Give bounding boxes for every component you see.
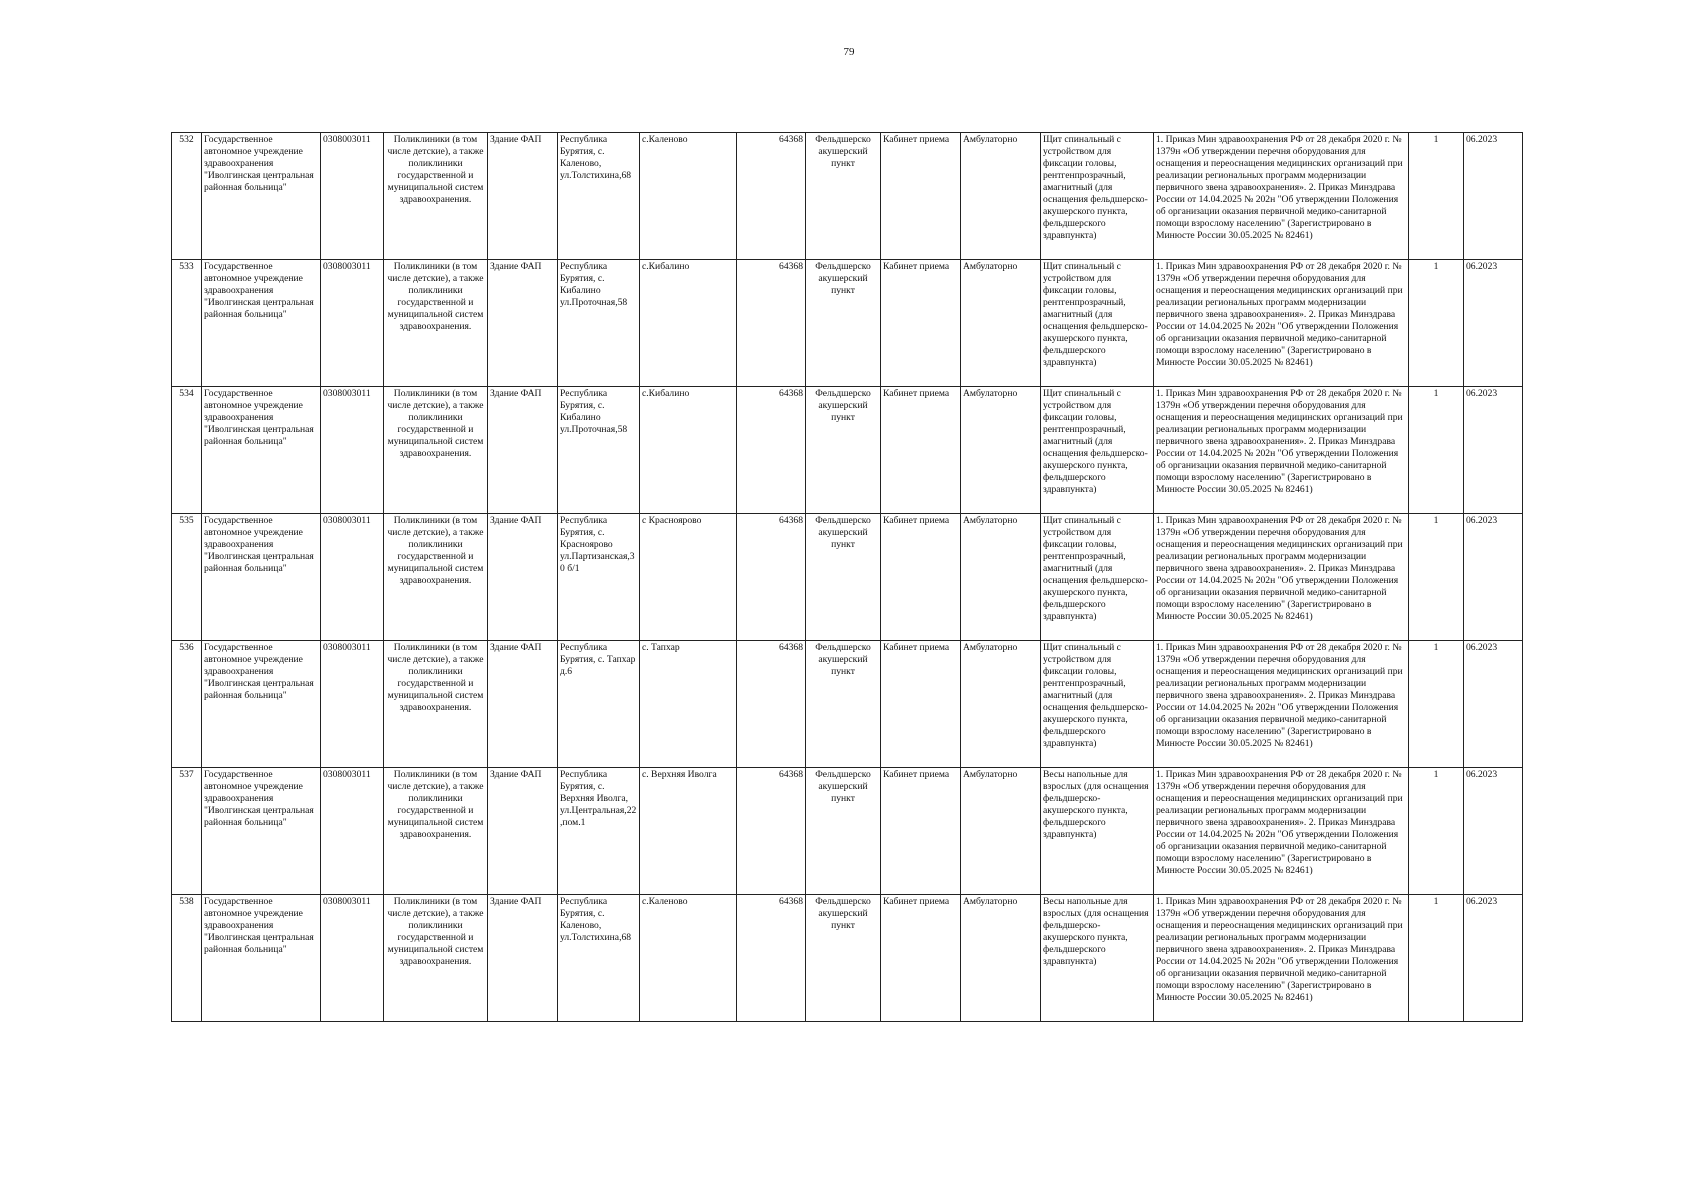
cell-code: 0308003011 (321, 641, 384, 768)
cell-facility-type: Поликлиники (в том числе детские), а также поликлиники государственной и муниципальной систем здравоохранения. (384, 260, 488, 387)
table-row (172, 514, 1523, 641)
cell-equipment: Щит спинальный с устройством для фиксации головы, рентгенпрозрачный, амагнитный (для оснащения фельдшерско-акушерского пункта, фельдшерского здравпункта) (1041, 133, 1154, 260)
cell-equipment: Щит спинальный с устройством для фиксации головы, рентгенпрозрачный, амагнитный (для оснащения фельдшерско-акушерского пункта, фельдшерского здравпункта) (1041, 260, 1154, 387)
cell-date: 06.2023 (1464, 768, 1523, 895)
table-row (172, 387, 1523, 514)
cell-quantity: 1 (1409, 895, 1464, 1022)
cell-code: 0308003011 (321, 133, 384, 260)
cell-building: Здание ФАП (488, 514, 558, 641)
table-row (172, 133, 1523, 260)
cell-room: Кабинет приема (881, 641, 961, 768)
cell-building: Здание ФАП (488, 641, 558, 768)
cell-date: 06.2023 (1464, 895, 1523, 1022)
cell-index: 64368 (737, 768, 806, 895)
cell-organization: Государственное автономное учреждение здравоохранения "Иволгинская центральная районная больница" (202, 260, 321, 387)
cell-address: Республика Бурятия, с. Кибалино ул.Проточная,58 (558, 387, 640, 514)
cell-care-form: Амбулаторно (961, 387, 1041, 514)
cell-equipment: Щит спинальный с устройством для фиксации головы, рентгенпрозрачный, амагнитный (для оснащения фельдшерско-акушерского пункта, фельдшерского здравпункта) (1041, 514, 1154, 641)
cell-row-number: 537 (172, 768, 202, 895)
cell-date: 06.2023 (1464, 641, 1523, 768)
cell-locality: с.Каленово (640, 133, 737, 260)
cell-room: Кабинет приема (881, 768, 961, 895)
cell-index: 64368 (737, 133, 806, 260)
cell-facility-type: Поликлиники (в том числе детские), а также поликлиники государственной и муниципальной систем здравоохранения. (384, 514, 488, 641)
cell-building: Здание ФАП (488, 768, 558, 895)
cell-code: 0308003011 (321, 895, 384, 1022)
cell-medical-point: Фельдшерско акушерский пункт (806, 768, 881, 895)
cell-quantity: 1 (1409, 514, 1464, 641)
cell-legal-basis: 1. Приказ Мин здравоохранения РФ от 28 декабря 2020 г. № 1379н «Об утверждении перечня оборудования для оснащения и переоснащения медицинских организаций при реализации региональных программ модернизации первичного звена здравоохранения». 2. Приказ Минздрава России от 14.04.2025 № 202н "Об утверждении Положения об организации оказания первичной медико-санитарной помощи взрослому населению" (Зарегистрировано в Минюсте России 30.05.2025 № 82461) (1154, 641, 1409, 768)
cell-locality: с. Тапхар (640, 641, 737, 768)
cell-care-form: Амбулаторно (961, 260, 1041, 387)
cell-care-form: Амбулаторно (961, 895, 1041, 1022)
cell-organization: Государственное автономное учреждение здравоохранения "Иволгинская центральная районная больница" (202, 133, 321, 260)
cell-care-form: Амбулаторно (961, 768, 1041, 895)
cell-index: 64368 (737, 387, 806, 514)
cell-legal-basis: 1. Приказ Мин здравоохранения РФ от 28 декабря 2020 г. № 1379н «Об утверждении перечня оборудования для оснащения и переоснащения медицинских организаций при реализации региональных программ модернизации первичного звена здравоохранения». 2. Приказ Минздрава России от 14.04.2025 № 202н "Об утверждении Положения об организации оказания первичной медико-санитарной помощи взрослому населению" (Зарегистрировано в Минюсте России 30.05.2025 № 82461) (1154, 514, 1409, 641)
cell-legal-basis: 1. Приказ Мин здравоохранения РФ от 28 декабря 2020 г. № 1379н «Об утверждении перечня оборудования для оснащения и переоснащения медицинских организаций при реализации региональных программ модернизации первичного звена здравоохранения». 2. Приказ Минздрава России от 14.04.2025 № 202н "Об утверждении Положения об организации оказания первичной медико-санитарной помощи взрослому населению" (Зарегистрировано в Минюсте России 30.05.2025 № 82461) (1154, 387, 1409, 514)
cell-locality: с.Каленово (640, 895, 737, 1022)
cell-index: 64368 (737, 895, 806, 1022)
cell-medical-point: Фельдшерско акушерский пункт (806, 133, 881, 260)
cell-locality: с. Верхняя Иволга (640, 768, 737, 895)
cell-code: 0308003011 (321, 514, 384, 641)
cell-care-form: Амбулаторно (961, 641, 1041, 768)
cell-row-number: 535 (172, 514, 202, 641)
cell-date: 06.2023 (1464, 514, 1523, 641)
cell-row-number: 538 (172, 895, 202, 1022)
table-row (172, 768, 1523, 895)
cell-locality: с.Кибалино (640, 260, 737, 387)
cell-facility-type: Поликлиники (в том числе детские), а также поликлиники государственной и муниципальной систем здравоохранения. (384, 768, 488, 895)
cell-medical-point: Фельдшерско акушерский пункт (806, 387, 881, 514)
cell-legal-basis: 1. Приказ Мин здравоохранения РФ от 28 декабря 2020 г. № 1379н «Об утверждении перечня оборудования для оснащения и переоснащения медицинских организаций при реализации региональных программ модернизации первичного звена здравоохранения». 2. Приказ Минздрава России от 14.04.2025 № 202н "Об утверждении Положения об организации оказания первичной медико-санитарной помощи взрослому населению" (Зарегистрировано в Минюсте России 30.05.2025 № 82461) (1154, 895, 1409, 1022)
cell-room: Кабинет приема (881, 514, 961, 641)
cell-code: 0308003011 (321, 768, 384, 895)
cell-address: Республика Бурятия, с. Верхняя Иволга, ул.Центральная,22 ,пом.1 (558, 768, 640, 895)
cell-facility-type: Поликлиники (в том числе детские), а также поликлиники государственной и муниципальной систем здравоохранения. (384, 641, 488, 768)
cell-legal-basis: 1. Приказ Мин здравоохранения РФ от 28 декабря 2020 г. № 1379н «Об утверждении перечня оборудования для оснащения и переоснащения медицинских организаций при реализации региональных программ модернизации первичного звена здравоохранения». 2. Приказ Минздрава России от 14.04.2025 № 202н "Об утверждении Положения об организации оказания первичной медико-санитарной помощи взрослому населению" (Зарегистрировано в Минюсте России 30.05.2025 № 82461) (1154, 768, 1409, 895)
cell-code: 0308003011 (321, 387, 384, 514)
cell-legal-basis: 1. Приказ Мин здравоохранения РФ от 28 декабря 2020 г. № 1379н «Об утверждении перечня оборудования для оснащения и переоснащения медицинских организаций при реализации региональных программ модернизации первичного звена здравоохранения». 2. Приказ Минздрава России от 14.04.2025 № 202н "Об утверждении Положения об организации оказания первичной медико-санитарной помощи взрослому населению" (Зарегистрировано в Минюсте России 30.05.2025 № 82461) (1154, 260, 1409, 387)
cell-date: 06.2023 (1464, 387, 1523, 514)
cell-quantity: 1 (1409, 260, 1464, 387)
cell-room: Кабинет приема (881, 133, 961, 260)
cell-organization: Государственное автономное учреждение здравоохранения "Иволгинская центральная районная больница" (202, 514, 321, 641)
cell-address: Республика Бурятия, с. Красноярово ул.Партизанская,30 б/1 (558, 514, 640, 641)
cell-medical-point: Фельдшерско акушерский пункт (806, 514, 881, 641)
cell-medical-point: Фельдшерско акушерский пункт (806, 260, 881, 387)
table-row (172, 895, 1523, 1022)
cell-index: 64368 (737, 260, 806, 387)
cell-address: Республика Бурятия, с. Кибалино ул.Проточная,58 (558, 260, 640, 387)
cell-room: Кабинет приема (881, 895, 961, 1022)
cell-equipment: Весы напольные для взрослых (для оснащения фельдшерско-акушерского пункта, фельдшерского здравпункта) (1041, 768, 1154, 895)
cell-index: 64368 (737, 514, 806, 641)
table-row (172, 641, 1523, 768)
cell-locality: с.Кибалино (640, 387, 737, 514)
cell-date: 06.2023 (1464, 133, 1523, 260)
cell-building: Здание ФАП (488, 133, 558, 260)
cell-building: Здание ФАП (488, 260, 558, 387)
cell-code: 0308003011 (321, 260, 384, 387)
page-number: 79 (843, 46, 855, 58)
cell-equipment: Щит спинальный с устройством для фиксации головы, рентгенпрозрачный, амагнитный (для оснащения фельдшерско-акушерского пункта, фельдшерского здравпункта) (1041, 387, 1154, 514)
cell-medical-point: Фельдшерско акушерский пункт (806, 895, 881, 1022)
cell-quantity: 1 (1409, 387, 1464, 514)
cell-row-number: 534 (172, 387, 202, 514)
cell-organization: Государственное автономное учреждение здравоохранения "Иволгинская центральная районная больница" (202, 895, 321, 1022)
cell-quantity: 1 (1409, 133, 1464, 260)
cell-care-form: Амбулаторно (961, 514, 1041, 641)
cell-address: Республика Бурятия, с. Каленово, ул.Толстихина,68 (558, 895, 640, 1022)
cell-organization: Государственное автономное учреждение здравоохранения "Иволгинская центральная районная больница" (202, 768, 321, 895)
cell-legal-basis: 1. Приказ Мин здравоохранения РФ от 28 декабря 2020 г. № 1379н «Об утверждении перечня оборудования для оснащения и переоснащения медицинских организаций при реализации региональных программ модернизации первичного звена здравоохранения». 2. Приказ Минздрава России от 14.04.2025 № 202н "Об утверждении Положения об организации оказания первичной медико-санитарной помощи взрослому населению" (Зарегистрировано в Минюсте России 30.05.2025 № 82461) (1154, 133, 1409, 260)
cell-row-number: 536 (172, 641, 202, 768)
cell-equipment: Щит спинальный с устройством для фиксации головы, рентгенпрозрачный, амагнитный (для оснащения фельдшерско-акушерского пункта, фельдшерского здравпункта) (1041, 641, 1154, 768)
cell-locality: с Красноярово (640, 514, 737, 641)
cell-care-form: Амбулаторно (961, 133, 1041, 260)
cell-quantity: 1 (1409, 641, 1464, 768)
cell-index: 64368 (737, 641, 806, 768)
cell-facility-type: Поликлиники (в том числе детские), а также поликлиники государственной и муниципальной систем здравоохранения. (384, 133, 488, 260)
cell-room: Кабинет приема (881, 260, 961, 387)
cell-row-number: 533 (172, 260, 202, 387)
cell-organization: Государственное автономное учреждение здравоохранения "Иволгинская центральная районная больница" (202, 387, 321, 514)
cell-quantity: 1 (1409, 768, 1464, 895)
cell-organization: Государственное автономное учреждение здравоохранения "Иволгинская центральная районная больница" (202, 641, 321, 768)
cell-facility-type: Поликлиники (в том числе детские), а также поликлиники государственной и муниципальной систем здравоохранения. (384, 387, 488, 514)
cell-medical-point: Фельдшерско акушерский пункт (806, 641, 881, 768)
cell-equipment: Весы напольные для взрослых (для оснащения фельдшерско-акушерского пункта, фельдшерского здравпункта) (1041, 895, 1154, 1022)
cell-row-number: 532 (172, 133, 202, 260)
cell-building: Здание ФАП (488, 387, 558, 514)
cell-date: 06.2023 (1464, 260, 1523, 387)
cell-address: Республика Бурятия, с. Каленово, ул.Толстихина,68 (558, 133, 640, 260)
cell-building: Здание ФАП (488, 895, 558, 1022)
cell-address: Республика Бурятия, с. Тапхар д.6 (558, 641, 640, 768)
equipment-registry-table (171, 132, 1523, 1022)
table-row (172, 260, 1523, 387)
cell-room: Кабинет приема (881, 387, 961, 514)
cell-facility-type: Поликлиники (в том числе детские), а также поликлиники государственной и муниципальной систем здравоохранения. (384, 895, 488, 1022)
